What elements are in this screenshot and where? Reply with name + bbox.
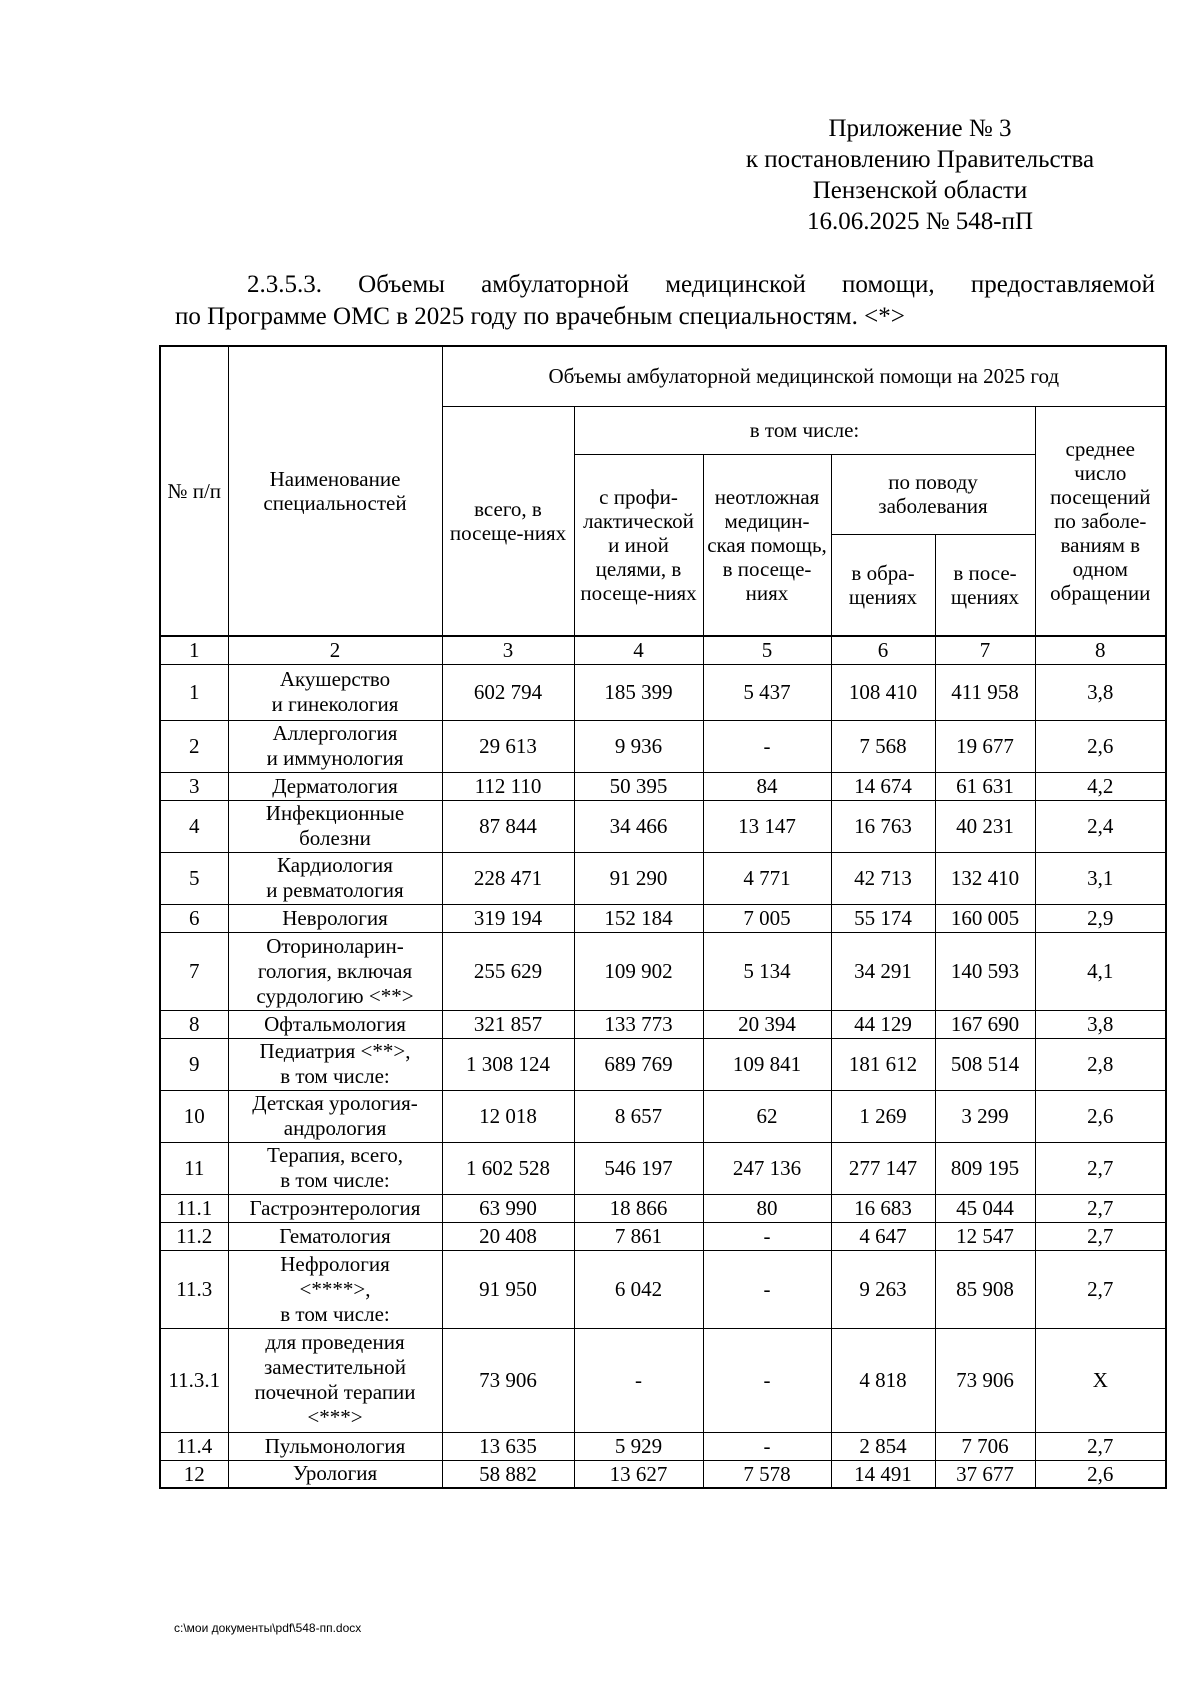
table-row [160, 772, 1166, 800]
disease-visits: 73 906 [935, 1328, 1035, 1432]
average-visits: 2,6 [1035, 720, 1166, 772]
row-number: 3 [160, 772, 228, 800]
preventive-visits: 7 861 [574, 1222, 703, 1250]
total-visits: 58 882 [442, 1460, 574, 1488]
disease-visits: 85 908 [935, 1250, 1035, 1328]
preventive-visits: 34 466 [574, 800, 703, 852]
total-visits: 63 990 [442, 1194, 574, 1222]
urgent-visits: 7 578 [703, 1460, 831, 1488]
urgent-visits: 4 771 [703, 852, 831, 904]
disease-visits: 12 547 [935, 1222, 1035, 1250]
specialty-name: Гематология [228, 1222, 442, 1250]
row-number: 11.3.1 [160, 1328, 228, 1432]
header-disease-visits: в посе-щениях [935, 534, 1035, 636]
disease-appeals: 4 647 [831, 1222, 935, 1250]
disease-visits: 809 195 [935, 1142, 1035, 1194]
total-visits: 1 602 528 [442, 1142, 574, 1194]
row-number: 2 [160, 720, 228, 772]
disease-visits: 7 706 [935, 1432, 1035, 1460]
disease-visits: 411 958 [935, 664, 1035, 720]
specialty-name: Аллергология и иммунология [228, 720, 442, 772]
average-visits: 2,6 [1035, 1460, 1166, 1488]
urgent-visits: - [703, 1432, 831, 1460]
table-row [160, 904, 1166, 932]
preventive-visits: 6 042 [574, 1250, 703, 1328]
header-disease-appeals: в обра-щениях [831, 534, 935, 636]
row-number: 10 [160, 1090, 228, 1142]
appendix-region: Пензенской области [812, 177, 1028, 204]
urgent-visits: 7 005 [703, 904, 831, 932]
average-visits: 2,7 [1035, 1222, 1166, 1250]
preventive-visits: 8 657 [574, 1090, 703, 1142]
section-heading-line-2: по Программе ОМС в 2025 году по врачебным специальностям. <*> [175, 303, 905, 330]
total-visits: 112 110 [442, 772, 574, 800]
specialty-name: для проведения заместительной почечной терапии <***> [228, 1328, 442, 1432]
urgent-visits: 109 841 [703, 1038, 831, 1090]
total-visits: 319 194 [442, 904, 574, 932]
average-visits: Х [1035, 1328, 1166, 1432]
average-visits: 2,7 [1035, 1194, 1166, 1222]
average-visits: 2,7 [1035, 1432, 1166, 1460]
disease-appeals: 1 269 [831, 1090, 935, 1142]
appendix-block [700, 113, 1140, 237]
row-number: 4 [160, 800, 228, 852]
table-row [160, 1432, 1166, 1460]
table-row [160, 1194, 1166, 1222]
total-visits: 1 308 124 [442, 1038, 574, 1090]
specialty-name: Неврология [228, 904, 442, 932]
volumes-table [159, 345, 1167, 1489]
preventive-visits: 185 399 [574, 664, 703, 720]
average-visits: 2,8 [1035, 1038, 1166, 1090]
preventive-visits: 152 184 [574, 904, 703, 932]
disease-visits: 508 514 [935, 1038, 1035, 1090]
disease-visits: 37 677 [935, 1460, 1035, 1488]
disease-appeals: 42 713 [831, 852, 935, 904]
table-header [160, 346, 1166, 636]
preventive-visits: 18 866 [574, 1194, 703, 1222]
disease-appeals: 16 683 [831, 1194, 935, 1222]
disease-visits: 3 299 [935, 1090, 1035, 1142]
row-number: 11.4 [160, 1432, 228, 1460]
preventive-visits: 91 290 [574, 852, 703, 904]
specialty-name: Урология [228, 1460, 442, 1488]
row-number: 7 [160, 932, 228, 1010]
total-visits: 29 613 [442, 720, 574, 772]
column-number: 1 [160, 636, 228, 664]
table-row [160, 1222, 1166, 1250]
section-heading-line-1: 2.3.5.3. Объемы амбулаторной медицинской помощи, предоставляемой [247, 271, 1155, 298]
disease-appeals: 4 818 [831, 1328, 935, 1432]
specialty-name: Пульмонология [228, 1432, 442, 1460]
column-number: 4 [574, 636, 703, 664]
column-number: 2 [228, 636, 442, 664]
disease-appeals: 14 491 [831, 1460, 935, 1488]
header-including: в том числе: [574, 406, 1035, 454]
specialty-name: Нефрология <****>, в том числе: [228, 1250, 442, 1328]
table-row [160, 1010, 1166, 1038]
table-row [160, 800, 1166, 852]
column-number: 6 [831, 636, 935, 664]
total-visits: 87 844 [442, 800, 574, 852]
average-visits: 2,9 [1035, 904, 1166, 932]
header-specialty: Наименование специальностей [228, 346, 442, 636]
specialty-name: Педиатрия <**>, в том числе: [228, 1038, 442, 1090]
average-visits: 3,1 [1035, 852, 1166, 904]
disease-visits: 45 044 [935, 1194, 1035, 1222]
column-number: 7 [935, 636, 1035, 664]
row-number: 1 [160, 664, 228, 720]
total-visits: 73 906 [442, 1328, 574, 1432]
average-visits: 2,6 [1035, 1090, 1166, 1142]
specialty-name: Акушерство и гинекология [228, 664, 442, 720]
header-total-visits: всего, в посеще-ниях [442, 406, 574, 636]
disease-visits: 140 593 [935, 932, 1035, 1010]
file-path-footer: c:\мои документы\pdf\548-пп.docx [174, 1621, 362, 1635]
table-row [160, 1328, 1166, 1432]
disease-appeals: 108 410 [831, 664, 935, 720]
column-number: 5 [703, 636, 831, 664]
average-visits: 2,7 [1035, 1142, 1166, 1194]
average-visits: 4,2 [1035, 772, 1166, 800]
specialty-name: Кардиология и ревматология [228, 852, 442, 904]
appendix-title: Приложение № 3 [828, 115, 1012, 142]
preventive-visits: 109 902 [574, 932, 703, 1010]
urgent-visits: - [703, 1328, 831, 1432]
specialty-name: Детская урология- андрология [228, 1090, 442, 1142]
preventive-visits: 13 627 [574, 1460, 703, 1488]
row-number: 11.1 [160, 1194, 228, 1222]
disease-visits: 61 631 [935, 772, 1035, 800]
specialty-name: Инфекционные болезни [228, 800, 442, 852]
header-disease: по поводу заболевания [831, 454, 1035, 534]
specialty-name: Дерматология [228, 772, 442, 800]
urgent-visits: 247 136 [703, 1142, 831, 1194]
disease-appeals: 14 674 [831, 772, 935, 800]
urgent-visits: 5 437 [703, 664, 831, 720]
urgent-visits: 20 394 [703, 1010, 831, 1038]
row-number: 11.3 [160, 1250, 228, 1328]
section-heading [175, 269, 1155, 333]
table-row [160, 664, 1166, 720]
table-row [160, 1142, 1166, 1194]
disease-appeals: 181 612 [831, 1038, 935, 1090]
disease-visits: 19 677 [935, 720, 1035, 772]
header-urgent-visits: неотложная медицин-ская помощь, в посеще-ниях [703, 454, 831, 636]
total-visits: 20 408 [442, 1222, 574, 1250]
disease-visits: 132 410 [935, 852, 1035, 904]
disease-visits: 160 005 [935, 904, 1035, 932]
urgent-visits: 80 [703, 1194, 831, 1222]
total-visits: 91 950 [442, 1250, 574, 1328]
urgent-visits: - [703, 1250, 831, 1328]
disease-appeals: 44 129 [831, 1010, 935, 1038]
average-visits: 3,8 [1035, 1010, 1166, 1038]
column-numbers-row [160, 636, 1166, 664]
total-visits: 12 018 [442, 1090, 574, 1142]
preventive-visits: 133 773 [574, 1010, 703, 1038]
table-row [160, 720, 1166, 772]
disease-appeals: 7 568 [831, 720, 935, 772]
urgent-visits: - [703, 720, 831, 772]
urgent-visits: 5 134 [703, 932, 831, 1010]
preventive-visits: - [574, 1328, 703, 1432]
disease-appeals: 277 147 [831, 1142, 935, 1194]
preventive-visits: 9 936 [574, 720, 703, 772]
row-number: 11.2 [160, 1222, 228, 1250]
column-number: 8 [1035, 636, 1166, 664]
row-number: 6 [160, 904, 228, 932]
preventive-visits: 546 197 [574, 1142, 703, 1194]
urgent-visits: - [703, 1222, 831, 1250]
table-body [160, 636, 1166, 1488]
table-row [160, 1460, 1166, 1488]
average-visits: 4,1 [1035, 932, 1166, 1010]
average-visits: 3,8 [1035, 664, 1166, 720]
preventive-visits: 5 929 [574, 1432, 703, 1460]
disease-appeals: 9 263 [831, 1250, 935, 1328]
disease-appeals: 16 763 [831, 800, 935, 852]
header-number: № п/п [160, 346, 228, 636]
total-visits: 228 471 [442, 852, 574, 904]
urgent-visits: 84 [703, 772, 831, 800]
appendix-date-number: 16.06.2025 № 548-пП [806, 208, 1034, 235]
total-visits: 321 857 [442, 1010, 574, 1038]
total-visits: 255 629 [442, 932, 574, 1010]
urgent-visits: 13 147 [703, 800, 831, 852]
row-number: 11 [160, 1142, 228, 1194]
column-number: 3 [442, 636, 574, 664]
row-number: 8 [160, 1010, 228, 1038]
urgent-visits: 62 [703, 1090, 831, 1142]
row-number: 5 [160, 852, 228, 904]
table-row [160, 1250, 1166, 1328]
specialty-name: Офтальмология [228, 1010, 442, 1038]
average-visits: 2,7 [1035, 1250, 1166, 1328]
row-number: 9 [160, 1038, 228, 1090]
total-visits: 13 635 [442, 1432, 574, 1460]
preventive-visits: 689 769 [574, 1038, 703, 1090]
total-visits: 602 794 [442, 664, 574, 720]
disease-appeals: 2 854 [831, 1432, 935, 1460]
disease-appeals: 55 174 [831, 904, 935, 932]
specialty-name: Оториноларин- гология, включая сурдологию <**> [228, 932, 442, 1010]
table-row [160, 1038, 1166, 1090]
table-row [160, 1090, 1166, 1142]
disease-appeals: 34 291 [831, 932, 935, 1010]
disease-visits: 167 690 [935, 1010, 1035, 1038]
appendix-reference: к постановлению Правительства [745, 146, 1095, 173]
table-row [160, 932, 1166, 1010]
header-preventive-visits: с профи-лактической и иной целями, в посеще-ниях [574, 454, 703, 636]
disease-visits: 40 231 [935, 800, 1035, 852]
specialty-name: Гастроэнтерология [228, 1194, 442, 1222]
preventive-visits: 50 395 [574, 772, 703, 800]
specialty-name: Терапия, всего, в том числе: [228, 1142, 442, 1194]
row-number: 12 [160, 1460, 228, 1488]
header-volumes-group: Объемы амбулаторной медицинской помощи на 2025 год [442, 346, 1166, 406]
header-average-visits: среднее число посещений по заболе-ваниям в одном обращении [1035, 406, 1166, 636]
table-row [160, 852, 1166, 904]
average-visits: 2,4 [1035, 800, 1166, 852]
